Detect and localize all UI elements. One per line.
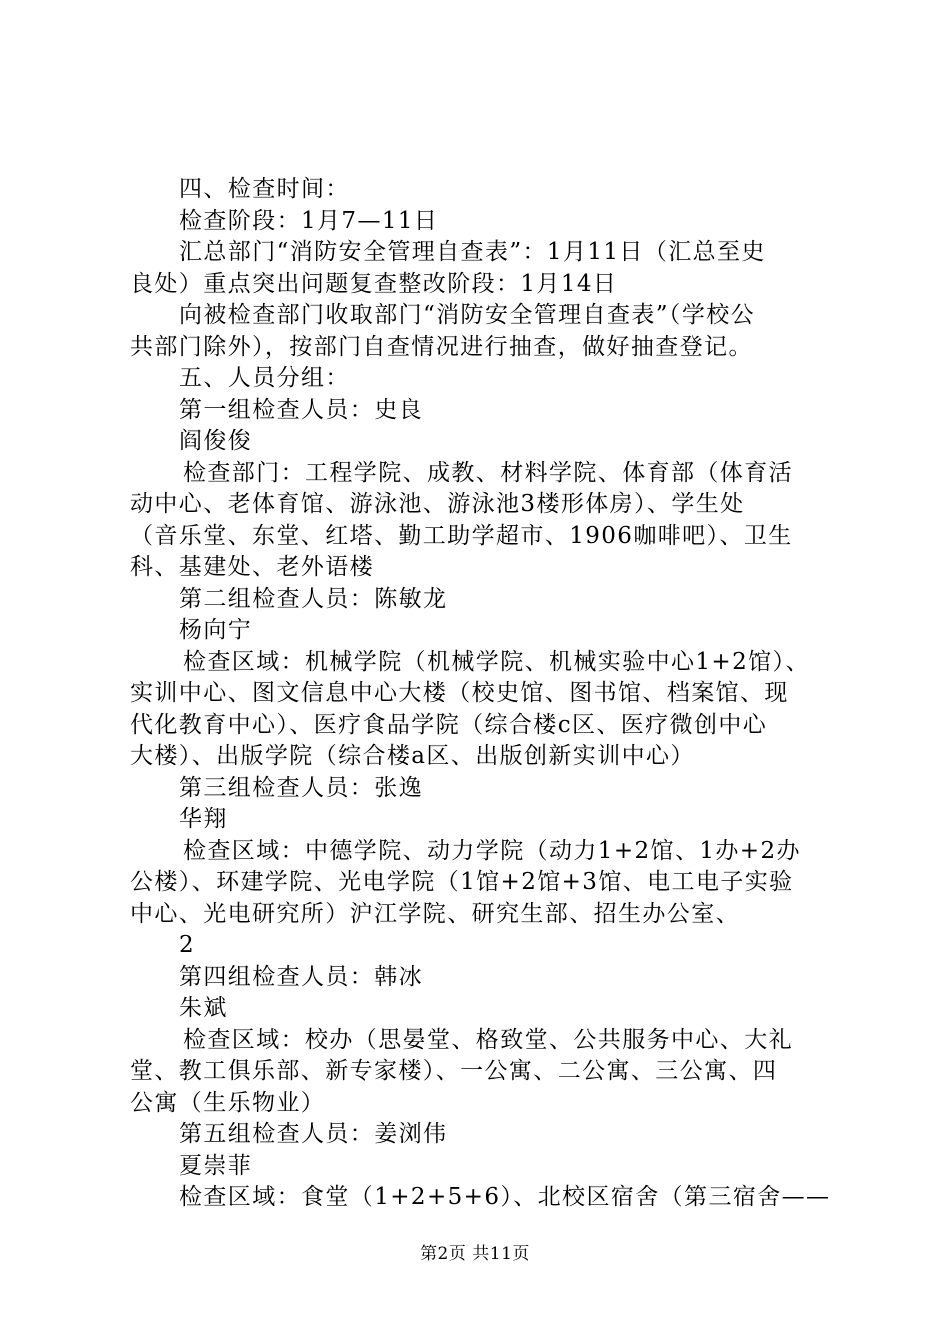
group-1-scope: 检查部门：工程学院、成教、材料学院、体育部（体育活 bbox=[183, 459, 793, 486]
paragraph-line: （音乐堂、东堂、红塔、勤工助学超市、1906咖啡吧）、卫生 bbox=[130, 522, 793, 549]
paragraph-line: 良处）重点突出问题复查整改阶段：1月14日 bbox=[130, 270, 618, 297]
group-3-scope: 检查区域：中德学院、动力学院（动力1+2馆、1办+2办 bbox=[183, 837, 801, 864]
paragraph-line: 公寓（生乐物业） bbox=[130, 1089, 326, 1116]
group-2-inspectors: 第二组检查人员：陈敏龙 bbox=[179, 585, 448, 612]
paragraph-line: 共部门除外），按部门自查情况进行抽查，做好抽查登记。 bbox=[130, 333, 753, 360]
paragraph-line: 科、基建处、老外语楼 bbox=[130, 554, 374, 580]
group-4-inspectors: 第四组检查人员：韩冰 bbox=[179, 963, 423, 990]
group-2-scope: 检查区域：机械学院（机械学院、机械实验中心1+2馆）、 bbox=[183, 648, 810, 675]
section-heading-groups: 五、人员分组： bbox=[179, 365, 350, 391]
group-2-inspector-name: 杨向宁 bbox=[179, 617, 253, 643]
document-body bbox=[130, 174, 834, 1214]
page-footer: 第2页 共11页 bbox=[420, 1244, 530, 1264]
paragraph-line: 大楼）、出版学院（综合楼a区、出版创新实训中心） bbox=[130, 743, 695, 769]
group-1-inspectors: 第一组检查人员：史良 bbox=[179, 396, 423, 423]
paragraph-line: 动中心、老体育馆、游泳池、游泳池3楼形体房）、学生处 bbox=[130, 491, 745, 517]
paragraph-line: 代化教育中心）、医疗食品学院（综合楼c区、医疗微创中心 bbox=[130, 711, 768, 738]
group-4-scope: 检查区域：校办（思晏堂、格致堂、公共服务中心、大礼 bbox=[183, 1026, 793, 1053]
group-5-inspector-name: 夏崇菲 bbox=[179, 1152, 253, 1179]
group-5-scope: 检查区域：食堂（1+2+5+6）、北校区宿舍（第三宿舍—— bbox=[179, 1184, 831, 1210]
paragraph-line: 堂、教工俱乐部、新专家楼）、一公寓、二公寓、三公寓、四 bbox=[130, 1058, 778, 1084]
section-heading-time: 四、检查时间： bbox=[179, 176, 350, 202]
stray-page-number: 2 bbox=[179, 932, 196, 958]
group-3-inspector-name: 华翔 bbox=[179, 806, 228, 832]
paragraph-line: 中心、光电研究所）沪江学院、研究生部、招生办公室、 bbox=[130, 900, 740, 927]
group-5-inspectors: 第五组检查人员：姜浏伟 bbox=[179, 1121, 448, 1147]
group-4-inspector-name: 朱斌 bbox=[179, 995, 228, 1021]
paragraph-line: 实训中心、图文信息中心大楼（校史馆、图书馆、档案馆、现 bbox=[130, 680, 789, 706]
group-1-inspector-name: 阎俊俊 bbox=[179, 428, 253, 454]
paragraph-line: 向被检查部门收取部门“消防安全管理自查表”（学校公 bbox=[179, 302, 756, 328]
paragraph-line: 公楼）、环建学院、光电学院（1馆+2馆+3馆、电工电子实验 bbox=[130, 869, 794, 895]
group-3-inspectors: 第三组检查人员：张逸 bbox=[179, 774, 423, 801]
paragraph-line: 检查阶段：1月7—11日 bbox=[179, 207, 439, 234]
paragraph-line: 汇总部门“消防安全管理自查表”：1月11日（汇总至史 bbox=[179, 239, 766, 265]
